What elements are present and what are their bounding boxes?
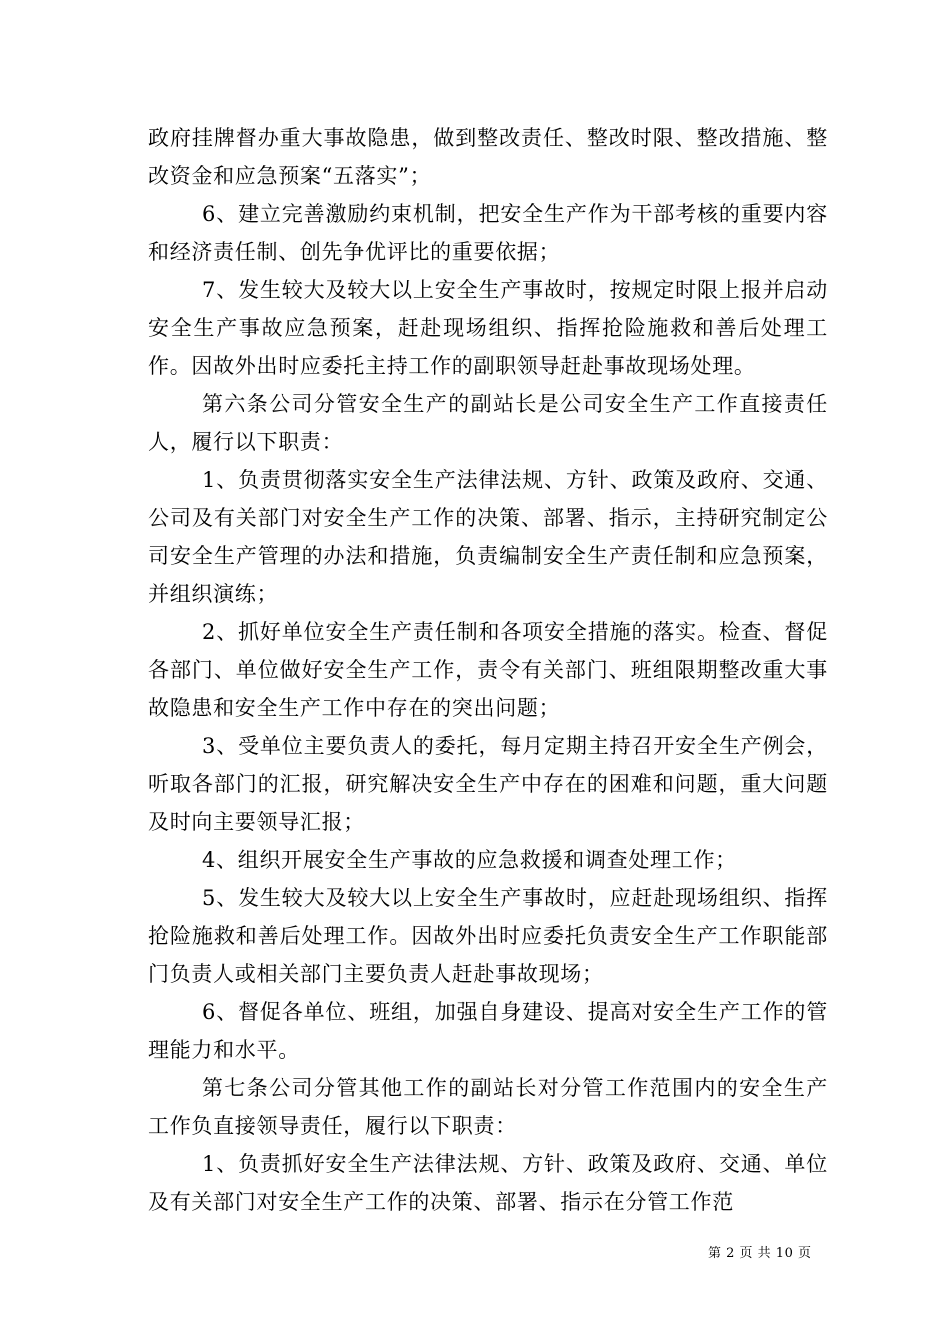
page-number-footer: 第 2 页 共 10 页 <box>708 1246 812 1261</box>
paragraph-12: 1、负责抓好安全生产法律法规、方针、政策及政府、交通、单位及有关部门对安全生产工作的决策、部署、指示在分管工作范 <box>148 1152 828 1214</box>
paragraph-5: 1、负责贯彻落实安全生产法律法规、方针、政策及政府、交通、公司及有关部门对安全生产工作的决策、部署、指示，主持研究制定公司安全生产管理的办法和措施，负责编制安全生产责任制和应急预案，并组织演练； <box>148 468 828 606</box>
paragraph-10: 6、督促各单位、班组，加强自身建设、提高对安全生产工作的管理能力和水平。 <box>148 1000 828 1062</box>
paragraph-11: 第七条公司分管其他工作的副站长对分管工作范围内的安全生产工作负直接领导责任，履行以下职责： <box>148 1076 828 1138</box>
paragraph-6: 2、抓好单位安全生产责任制和各项安全措施的落实。检查、督促各部门、单位做好安全生产工作，责令有关部门、班组限期整改重大事故隐患和安全生产工作中存在的突出问题； <box>148 620 828 720</box>
paragraph-3: 7、发生较大及较大以上安全生产事故时，按规定时限上报并启动安全生产事故应急预案，赶赴现场组织、指挥抢险施救和善后处理工作。因故外出时应委托主持工作的副职领导赶赴事故现场处理。 <box>148 278 828 378</box>
paragraph-9: 5、发生较大及较大以上安全生产事故时，应赶赴现场组织、指挥抢险施救和善后处理工作。因故外出时应委托负责安全生产工作职能部门负责人或相关部门主要负责人赶赴事故现场； <box>148 886 828 986</box>
paragraph-4: 第六条公司分管安全生产的副站长是公司安全生产工作直接责任人，履行以下职责： <box>148 392 828 454</box>
document-body <box>148 119 828 1221</box>
paragraph-8: 4、组织开展安全生产事故的应急救援和调查处理工作； <box>202 848 737 872</box>
paragraph-7: 3、受单位主要负责人的委托，每月定期主持召开安全生产例会，听取各部门的汇报，研究解决安全生产中存在的困难和问题，重大问题及时向主要领导汇报； <box>148 734 828 834</box>
paragraph-1: 政府挂牌督办重大事故隐患，做到整改责任、整改时限、整改措施、整改资金和应急预案“五落实”； <box>148 126 828 188</box>
paragraph-2: 6、建立完善激励约束机制，把安全生产作为干部考核的重要内容和经济责任制、创先争优评比的重要依据； <box>148 202 828 264</box>
